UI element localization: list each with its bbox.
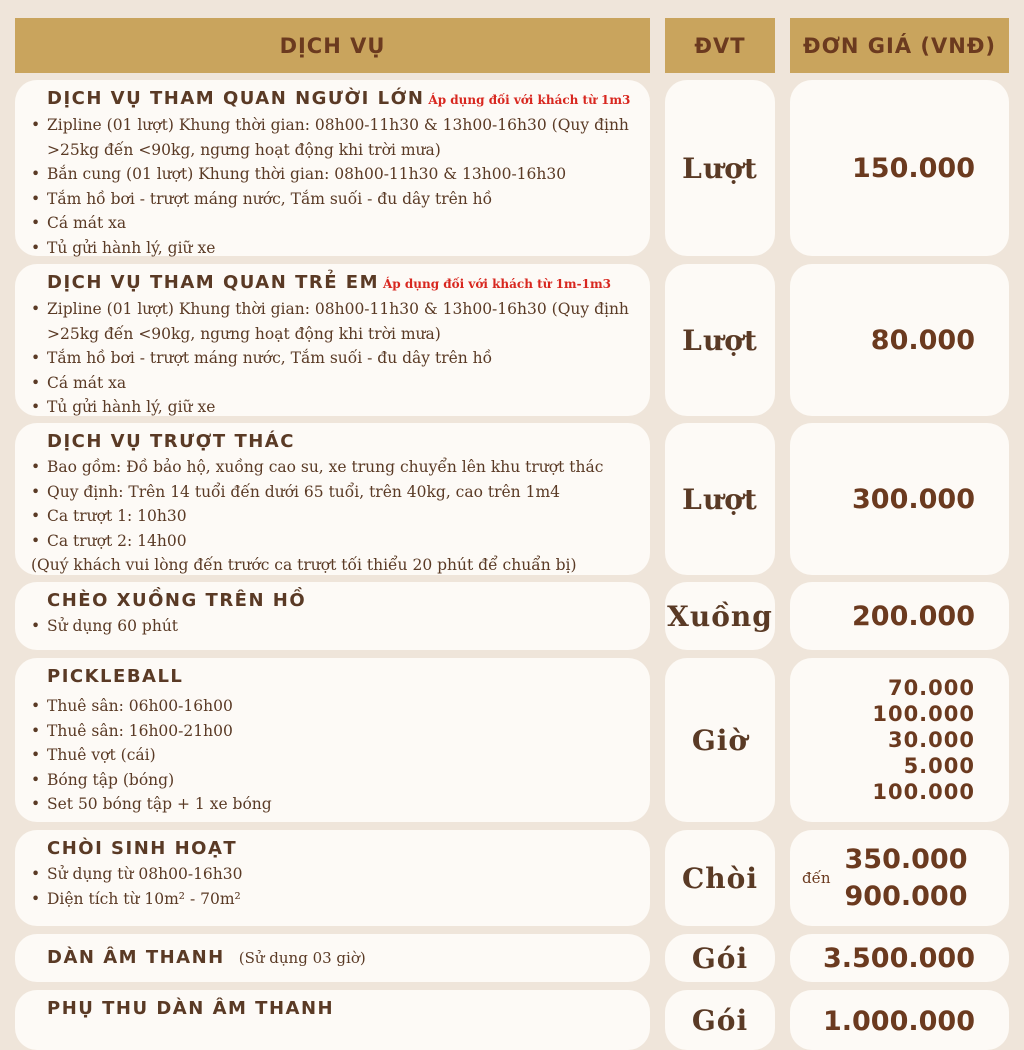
- service-card-hut: [15, 830, 650, 926]
- list-item: • Thuê sân: 16h00-21h00: [47, 719, 636, 744]
- service-card-pickleball: [15, 658, 650, 822]
- price-value: 100.000: [872, 780, 975, 804]
- service-card-child-tour: [15, 264, 650, 416]
- unit-cell: Lượt: [665, 423, 775, 575]
- price-cell: 150.000: [790, 80, 1009, 256]
- service-remark: (Quý khách vui lòng đến trước ca trượt tối thiểu 20 phút để chuẩn bị): [31, 556, 577, 574]
- header-price: ĐƠN GIÁ (VNĐ): [790, 18, 1009, 73]
- list-item: • Cá mát xa: [47, 371, 636, 396]
- price-value: 30.000: [887, 728, 975, 752]
- unit-cell: Gói: [665, 934, 775, 982]
- service-title: DÀN ÂM THANH: [47, 947, 225, 968]
- list-item: • Bắn cung (01 lượt) Khung thời gian: 08h00-11h30 & 13h00-16h30: [47, 162, 636, 187]
- price-cell-list: [790, 658, 1009, 822]
- list-item: • Cá mát xa: [47, 211, 636, 236]
- service-card-adult-tour: [15, 80, 650, 256]
- service-note: Áp dụng đối với khách từ 1m3: [428, 93, 631, 107]
- service-note: (Sử dụng 03 giờ): [238, 949, 366, 967]
- price-value: 70.000: [887, 676, 975, 700]
- service-note: Áp dụng đối với khách từ 1m-1m3: [382, 277, 612, 291]
- price-value: 100.000: [872, 702, 975, 726]
- price-cell-range: [790, 830, 1009, 926]
- price-to: 900.000: [844, 881, 968, 912]
- list-item: • Sử dụng từ 08h00-16h30: [47, 862, 636, 887]
- list-item: • Set 50 bóng tập + 1 xe bóng: [47, 792, 636, 817]
- price-value: 5.000: [903, 754, 975, 778]
- price-range-word: đến: [802, 869, 831, 887]
- service-title: DỊCH VỤ THAM QUAN TRẺ EM: [47, 272, 379, 293]
- price-from: 350.000: [844, 844, 968, 875]
- list-item: • Zipline (01 lượt) Khung thời gian: 08h00-11h30 & 13h00-16h30 (Quy định >25kg đến <90kg, ngưng hoạt động khi trời mưa): [47, 113, 636, 162]
- unit-cell: Giờ: [665, 658, 775, 822]
- list-item: • Thuê vợt (cái): [47, 743, 636, 768]
- service-title: PHỤ THU DÀN ÂM THANH: [47, 998, 335, 1019]
- list-item: • Bóng tập (bóng): [47, 768, 636, 793]
- list-item: • Tắm hồ bơi - trượt máng nước, Tắm suối - đu dây trên hồ: [47, 346, 636, 371]
- service-card-waterfall-slide: [15, 423, 650, 575]
- list-item: • Tủ gửi hành lý, giữ xe: [47, 395, 636, 420]
- list-item: • Tủ gửi hành lý, giữ xe: [47, 236, 636, 261]
- price-cell: 300.000: [790, 423, 1009, 575]
- price-cell: 3.500.000: [790, 934, 1009, 982]
- unit-cell: Xuồng: [665, 582, 775, 650]
- list-item: • Quy định: Trên 14 tuổi đến dưới 65 tuổi, trên 40kg, cao trên 1m4: [47, 480, 636, 505]
- service-card-sound-surcharge: [15, 990, 650, 1050]
- service-title: DỊCH VỤ THAM QUAN NGƯỜI LỚN: [47, 88, 425, 109]
- list-item: • Sử dụng 60 phút: [47, 614, 636, 639]
- list-item: • Thuê sân: 06h00-16h00: [47, 694, 636, 719]
- service-title: CHÈO XUỒNG TRÊN HỒ: [47, 590, 307, 611]
- list-item: • Ca trượt 2: 14h00: [47, 529, 636, 554]
- price-cell: 1.000.000: [790, 990, 1009, 1050]
- list-item: • Ca trượt 1: 10h30: [47, 504, 636, 529]
- price-cell: 80.000: [790, 264, 1009, 416]
- service-card-canoe: [15, 582, 650, 650]
- header-service: DỊCH VỤ: [15, 18, 650, 73]
- unit-cell: Chòi: [665, 830, 775, 926]
- service-title: DỊCH VỤ TRƯỢT THÁC: [47, 431, 295, 452]
- service-title: CHÒI SINH HOẠT: [47, 838, 238, 859]
- unit-cell: Lượt: [665, 80, 775, 256]
- service-title: PICKLEBALL: [47, 666, 184, 687]
- list-item: • Bao gồm: Đồ bảo hộ, xuồng cao su, xe trung chuyển lên khu trượt thác: [47, 455, 636, 480]
- unit-cell: Gói: [665, 990, 775, 1050]
- list-item: • Zipline (01 lượt) Khung thời gian: 08h00-11h30 & 13h00-16h30 (Quy định >25kg đến <90kg, ngưng hoạt động khi trời mưa): [47, 297, 636, 346]
- list-item: • Diện tích từ 10m² - 70m²: [47, 887, 636, 912]
- price-cell: 200.000: [790, 582, 1009, 650]
- unit-cell: Lượt: [665, 264, 775, 416]
- list-item: • Tắm hồ bơi - trượt máng nước, Tắm suối - đu dây trên hồ: [47, 187, 636, 212]
- header-unit: ĐVT: [665, 18, 775, 73]
- service-card-sound-system: [15, 934, 650, 982]
